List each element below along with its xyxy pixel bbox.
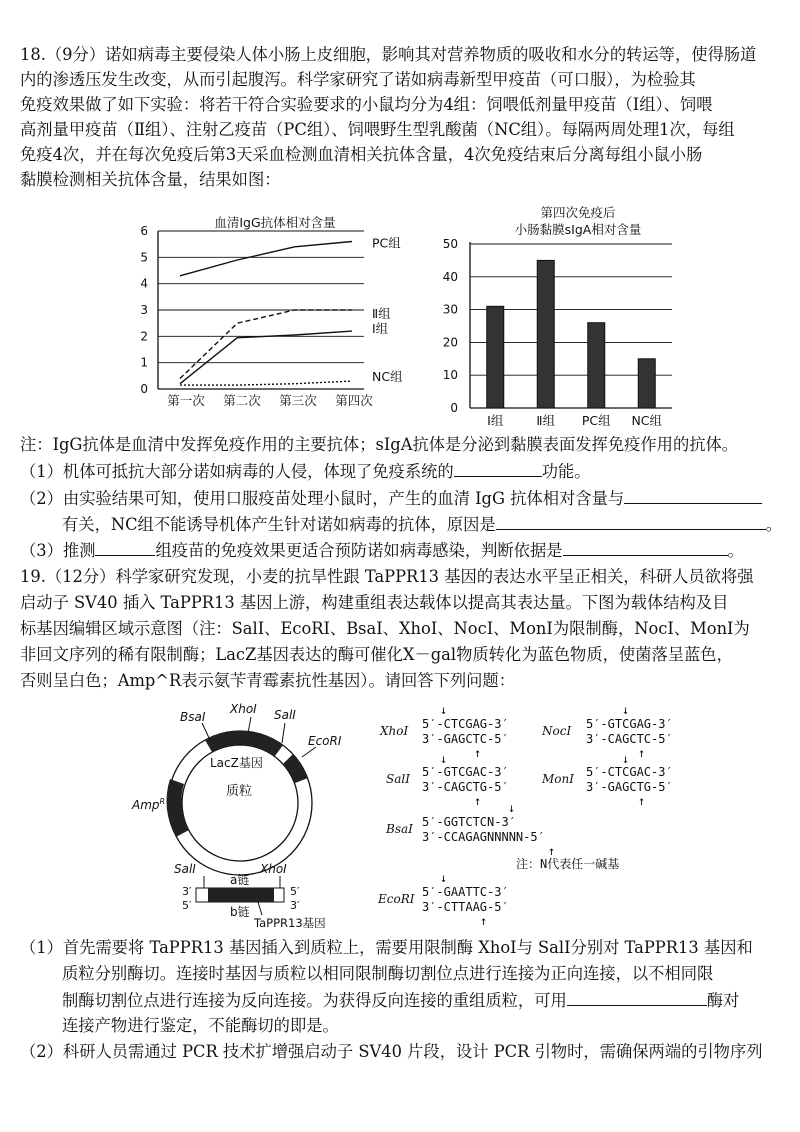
bsai-label: BsaⅠ — [180, 710, 206, 724]
y-tick-label: 40 — [442, 269, 458, 284]
q18-line-1: 18.（9分）诺如病毒主要侵染人体小肠上皮细胞，影响其对营养物质的吸收和水分的转运等，使得肠道 — [20, 45, 757, 64]
ecori-label: EcoRⅠ — [308, 734, 342, 748]
ecori-pointer — [302, 747, 316, 757]
noci-cut-bottom: ↑ — [638, 746, 646, 760]
gene-pointer — [258, 902, 262, 915]
bsai-cut-top: ↓ — [508, 801, 516, 815]
answer-blank-q18-2a[interactable] — [624, 487, 762, 504]
b-chain-5prime: 5′ — [182, 899, 192, 912]
sali-top-strand: 5′-GTCGAC-3′ — [422, 765, 509, 779]
q18-q2-text-2: 有关，NC组不能诱导机体产生针对诺如病毒的抗体，原因是 — [62, 515, 496, 534]
series-label: Ⅰ组 — [372, 321, 389, 337]
y-tick-label: 10 — [442, 368, 458, 383]
amp-label-text: Amp — [132, 798, 160, 812]
y-tick-label: 3 — [140, 303, 148, 317]
q18-q1-tail: 功能。 — [541, 462, 591, 481]
series-label: NC组 — [372, 369, 403, 385]
q19-line-2: 启动子 SV40 插入 TaPPR13 基因上游，构建重组表达载体以提高其表达量。下图为载体结构及目 — [20, 593, 729, 612]
x-tick-label: NC组 — [631, 413, 663, 428]
amp-label: Amp$^R$ — [132, 797, 166, 812]
q19-q1-line-3 — [62, 989, 739, 1012]
sali-label: SalⅠ — [274, 708, 296, 722]
q18-question-1 — [20, 460, 591, 483]
n-base-note: 注：N代表任一碱基 — [516, 857, 620, 871]
y-tick-label: 2 — [140, 329, 148, 344]
moni-bottom-strand: 3′-GAGCTG-5′ — [586, 780, 673, 794]
igg-line-chart — [120, 205, 420, 425]
xhoi-cut-bottom: ↑ — [474, 746, 482, 760]
a-chain-label: a链 — [230, 873, 250, 887]
moni-cut-top: ↓ — [622, 752, 630, 766]
amp-gene-segment — [166, 779, 189, 837]
y-tick-label: 4 — [140, 276, 148, 291]
answer-blank-q18-3b[interactable] — [563, 539, 728, 556]
q19-q1-line-4: 连接产物进行鉴定，不能酶切的即是。 — [62, 1016, 339, 1035]
noci-cut-top: ↓ — [622, 703, 630, 717]
enzyme-name-ecori: EcoRⅠ — [378, 892, 415, 906]
gene-name-label: TaPPR13基因 — [254, 916, 326, 930]
x-tick-label: Ⅰ组 — [487, 413, 504, 428]
enzyme-name-noci: NocⅠ — [542, 724, 572, 738]
series-line — [180, 310, 352, 379]
gene-sali-label: SalⅠ — [174, 862, 196, 876]
xhoi-cut-top: ↓ — [440, 703, 448, 717]
x-tick-label: 第一次 — [167, 393, 205, 408]
series-line — [180, 331, 352, 384]
y-tick-label: 5 — [140, 250, 148, 265]
sali-pointer — [282, 723, 285, 743]
tappr13-gene-block — [208, 888, 274, 902]
q18-q1-text: （1）机体可抵抗大部分诺如病毒的人侵，体现了免疫系统的 — [20, 462, 454, 481]
b-chain-3prime: 3′ — [290, 899, 300, 912]
q19-q1-tail: 酶对 — [706, 991, 740, 1010]
answer-blank-q18-1[interactable] — [454, 460, 542, 477]
q18-question-3 — [20, 539, 744, 562]
y-tick-label: 0 — [140, 382, 148, 396]
q18-q3-end: 。 — [727, 541, 744, 560]
y-tick-label: 1 — [140, 355, 148, 370]
enzyme-name-moni: MonⅠ — [542, 772, 574, 786]
q18-note: 注：IgG抗体是血清中发挥免疫作用的主要抗体；sIgA抗体是分泌到黏膜表面发挥免疫作用的抗体。 — [20, 435, 739, 454]
plasmid-outer-ring — [168, 731, 312, 875]
x-tick-label: Ⅱ组 — [536, 413, 556, 428]
y-tick-label: 6 — [140, 224, 148, 238]
plasmid-label: 质粒 — [226, 784, 253, 799]
lacz-label: LacZ基因 — [210, 756, 263, 770]
x-tick-label: 第四次 — [335, 393, 373, 408]
bsai-cut-bottom: ↑ — [548, 844, 556, 858]
series-line — [180, 381, 352, 385]
a-chain-5prime: 5′ — [290, 885, 300, 898]
bar — [537, 260, 554, 408]
q19-q1-line-1: （1）首先需要将 TaPPR13 基因插入到质粒上，需要用限制酶 XhoⅠ与 SalⅠ分别对 TaPPR13 基因和 — [20, 938, 753, 957]
sali-bottom-strand: 3′-CAGCTG-5′ — [422, 780, 509, 794]
xhoi-top-strand: 5′-CTCGAG-3′ — [422, 717, 509, 731]
ecori-cut-top: ↓ — [440, 871, 448, 885]
chart-subtitle: 小肠黏膜sIgA相对含量 — [514, 222, 642, 237]
q18-line-4: 高剂量甲疫苗（Ⅱ组）、注射乙疫苗（PC组）、饲喂野生型乳酸菌（NC组）。每隔两周处理1次，每组 — [20, 120, 735, 139]
answer-blank-q18-2b[interactable] — [496, 513, 766, 530]
q19-line-1: 19.（12分）科学家研究发现，小麦的抗旱性跟 TaPPR13 基因的表达水平呈正相关，科研人员欲将强 — [20, 567, 754, 586]
moni-top-strand: 5′-CTCGAC-3′ — [586, 765, 673, 779]
enzyme-name-sali: SalⅠ — [386, 772, 410, 786]
q19-q1-text: 制酶切割位点进行连接为反向连接。为获得反向连接的重组质粒，可用 — [62, 991, 567, 1010]
ecori-bottom-strand: 3′-CTTAAG-5′ — [422, 900, 509, 914]
y-tick-label: 50 — [442, 237, 458, 251]
enzyme-sequences — [376, 695, 706, 925]
bar — [487, 306, 504, 408]
q18-q2-text: （2）由实验结果可知，使用口服疫苗处理小鼠时，产生的血清 IgG 抗体相对含量与 — [20, 489, 625, 508]
chart-title: 第四次免疫后 — [540, 205, 616, 220]
q18-line-3: 免疫效果做了如下实验：将若干符合实验要求的小鼠均分为4组：饲喂低剂量甲疫苗（Ⅰ组）、饲喂 — [20, 95, 713, 114]
xhoi-bottom-strand: 3′-GAGCTC-5′ — [422, 732, 509, 746]
x-tick-label: 第二次 — [223, 393, 261, 408]
enzyme-name-xhoi: XhoⅠ — [380, 724, 409, 738]
series-label: PC组 — [372, 235, 401, 251]
y-tick-label: 20 — [442, 335, 458, 350]
q18-q3-text: （3）推测 — [20, 541, 96, 560]
bsai-top-strand: 5′-GGTCTCN-3′ — [422, 815, 516, 829]
noci-top-strand: 5′-GTCGAG-3′ — [586, 717, 673, 731]
sali-cut-top: ↓ — [440, 752, 448, 766]
moni-cut-bottom: ↑ — [638, 794, 646, 808]
q19-line-3: 标基因编辑区域示意图（注：SalⅠ、EcoRⅠ、BsaⅠ、XhoⅠ、NocⅠ、MonⅠ为限制酶，NocⅠ、MonⅠ为 — [20, 619, 750, 638]
bar — [638, 359, 655, 408]
y-tick-label: 30 — [442, 302, 458, 317]
enzyme-name-bsai: BsaⅠ — [386, 822, 413, 836]
q19-q1-line-2: 质粒分别酶切。连接时基因与质粒以相同限制酶切割位点进行连接为正向连接，以不相同限 — [62, 964, 714, 983]
q18-line-2: 内的渗透压发生改变，从而引起腹泻。科学家研究了诺如病毒新型甲疫苗（可口服），为检验其 — [20, 70, 696, 89]
b-chain-label: b链 — [230, 905, 250, 919]
xhoi-label: XhoⅠ — [230, 702, 257, 716]
x-tick-label: PC组 — [581, 413, 611, 428]
bar — [588, 323, 605, 408]
q18-question-2 — [20, 487, 762, 510]
plasmid-figure — [130, 695, 360, 935]
q18-q2-end: 。 — [765, 515, 783, 534]
xhoi-pointer — [248, 717, 251, 733]
q18-line-6: 黏膜检测相关抗体含量，结果如图： — [20, 170, 281, 189]
chart-title: 血清IgG抗体相对含量 — [214, 215, 336, 230]
q18-question-2-cont — [62, 513, 782, 536]
q19-line-4: 非回文序列的稀有限制酶；LacZ基因表达的酶可催化X－gal物质转化为蓝色物质，使菌落呈蓝色， — [20, 645, 733, 664]
x-tick-label: 第三次 — [279, 393, 317, 408]
q19-q2-line-1: （2）科研人员需通过 PCR 技术扩增强启动子 SV40 片段，设计 PCR 引物时，需确保两端的引物序列 — [20, 1042, 763, 1061]
ecori-cut-bottom: ↑ — [480, 914, 488, 925]
y-tick-label: 0 — [450, 401, 458, 415]
siga-bar-chart — [440, 200, 680, 430]
gene-xhoi-label: XhoⅠ — [260, 862, 287, 876]
noci-bottom-strand: 3′-CAGCTC-5′ — [586, 732, 673, 746]
q18-q3-text-2: 组疫苗的免疫效果更适合预防诺如病毒感染，判断依据是 — [155, 541, 563, 560]
answer-blank-q18-3a[interactable] — [95, 539, 155, 556]
q19-line-5: 否则呈白色；Amp^R表示氨苄青霉素抗性基因）。请回答下列问题： — [20, 671, 515, 690]
a-chain-3prime: 3′ — [182, 885, 192, 898]
series-label: Ⅱ组 — [372, 306, 391, 321]
q18-line-5: 免疫4次，并在每次免疫后第3天采血检测血清相关抗体含量，4次免疫结束后分离每组小鼠小肠 — [20, 145, 703, 164]
series-line — [180, 242, 352, 276]
answer-blank-q19-1[interactable] — [567, 989, 707, 1006]
bsai-bottom-strand: 3′-CCAGAGNNNNN-5′ — [422, 830, 545, 844]
bsai-pointer — [202, 723, 210, 740]
ecori-top-strand: 5′-GAATTC-3′ — [422, 885, 509, 899]
sali-cut-bottom: ↑ — [474, 794, 482, 808]
